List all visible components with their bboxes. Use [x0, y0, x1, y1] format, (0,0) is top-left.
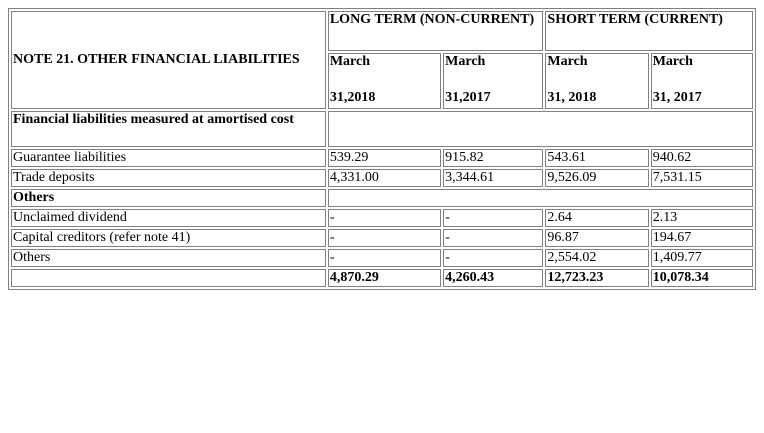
total-value: 12,723.23	[545, 269, 648, 287]
total-value: 10,078.34	[651, 269, 753, 287]
col-header-st-2018	[545, 53, 648, 109]
section-heading-amortised: Financial liabilities measured at amortised cost	[11, 111, 326, 147]
total-value: 4,260.43	[443, 269, 543, 287]
short-term-header: SHORT TERM (CURRENT)	[545, 11, 753, 51]
col-header-line1: March	[329, 54, 371, 69]
col-header-line1: March	[652, 54, 693, 69]
cell-value: 539.29	[328, 149, 441, 167]
row-label: Guarantee liabilities	[11, 149, 326, 167]
cell-value: -	[443, 249, 543, 267]
cell-value: 9,526.09	[545, 169, 648, 187]
row-label: Capital creditors (refer note 41)	[11, 229, 326, 247]
cell-value: 2.64	[545, 209, 648, 227]
table-row	[11, 169, 753, 187]
col-header-lt-2018	[328, 53, 441, 109]
note-title: NOTE 21. OTHER FINANCIAL LIABILITIES	[11, 11, 326, 109]
table-row	[11, 229, 753, 247]
other-financial-liabilities-table	[8, 8, 756, 290]
cell-value: -	[328, 229, 441, 247]
cell-value: -	[328, 209, 441, 227]
section-spacer	[328, 111, 753, 147]
cell-value: -	[443, 209, 543, 227]
cell-value: -	[443, 229, 543, 247]
totals-row	[11, 269, 753, 287]
col-header-line2: 31, 2018	[547, 90, 597, 105]
col-header-line1: March	[547, 54, 588, 69]
col-header-line2: 31, 2017	[652, 90, 702, 105]
col-header-line2: 31,2018	[329, 90, 376, 105]
cell-value: 2.13	[651, 209, 753, 227]
col-header-st-2017	[651, 53, 753, 109]
cell-value: 940.62	[651, 149, 753, 167]
cell-value: -	[328, 249, 441, 267]
col-header-line2: 31,2017	[445, 90, 491, 105]
row-label: Others	[11, 249, 326, 267]
section-heading-others: Others	[11, 189, 326, 207]
cell-value: 2,554.02	[545, 249, 648, 267]
totals-label	[11, 269, 326, 287]
cell-value: 1,409.77	[651, 249, 753, 267]
total-value: 4,870.29	[328, 269, 441, 287]
section-spacer	[328, 189, 753, 207]
long-term-header: LONG TERM (NON-CURRENT)	[328, 11, 544, 51]
cell-value: 4,331.00	[328, 169, 441, 187]
row-label: Unclaimed dividend	[11, 209, 326, 227]
cell-value: 194.67	[651, 229, 753, 247]
cell-value: 3,344.61	[443, 169, 543, 187]
table-row	[11, 249, 753, 267]
table-row	[11, 149, 753, 167]
col-header-lt-2017	[443, 53, 543, 109]
table-row	[11, 209, 753, 227]
row-label: Trade deposits	[11, 169, 326, 187]
col-header-line1: March	[445, 54, 486, 69]
cell-value: 7,531.15	[651, 169, 753, 187]
cell-value: 96.87	[545, 229, 648, 247]
cell-value: 543.61	[545, 149, 648, 167]
cell-value: 915.82	[443, 149, 543, 167]
